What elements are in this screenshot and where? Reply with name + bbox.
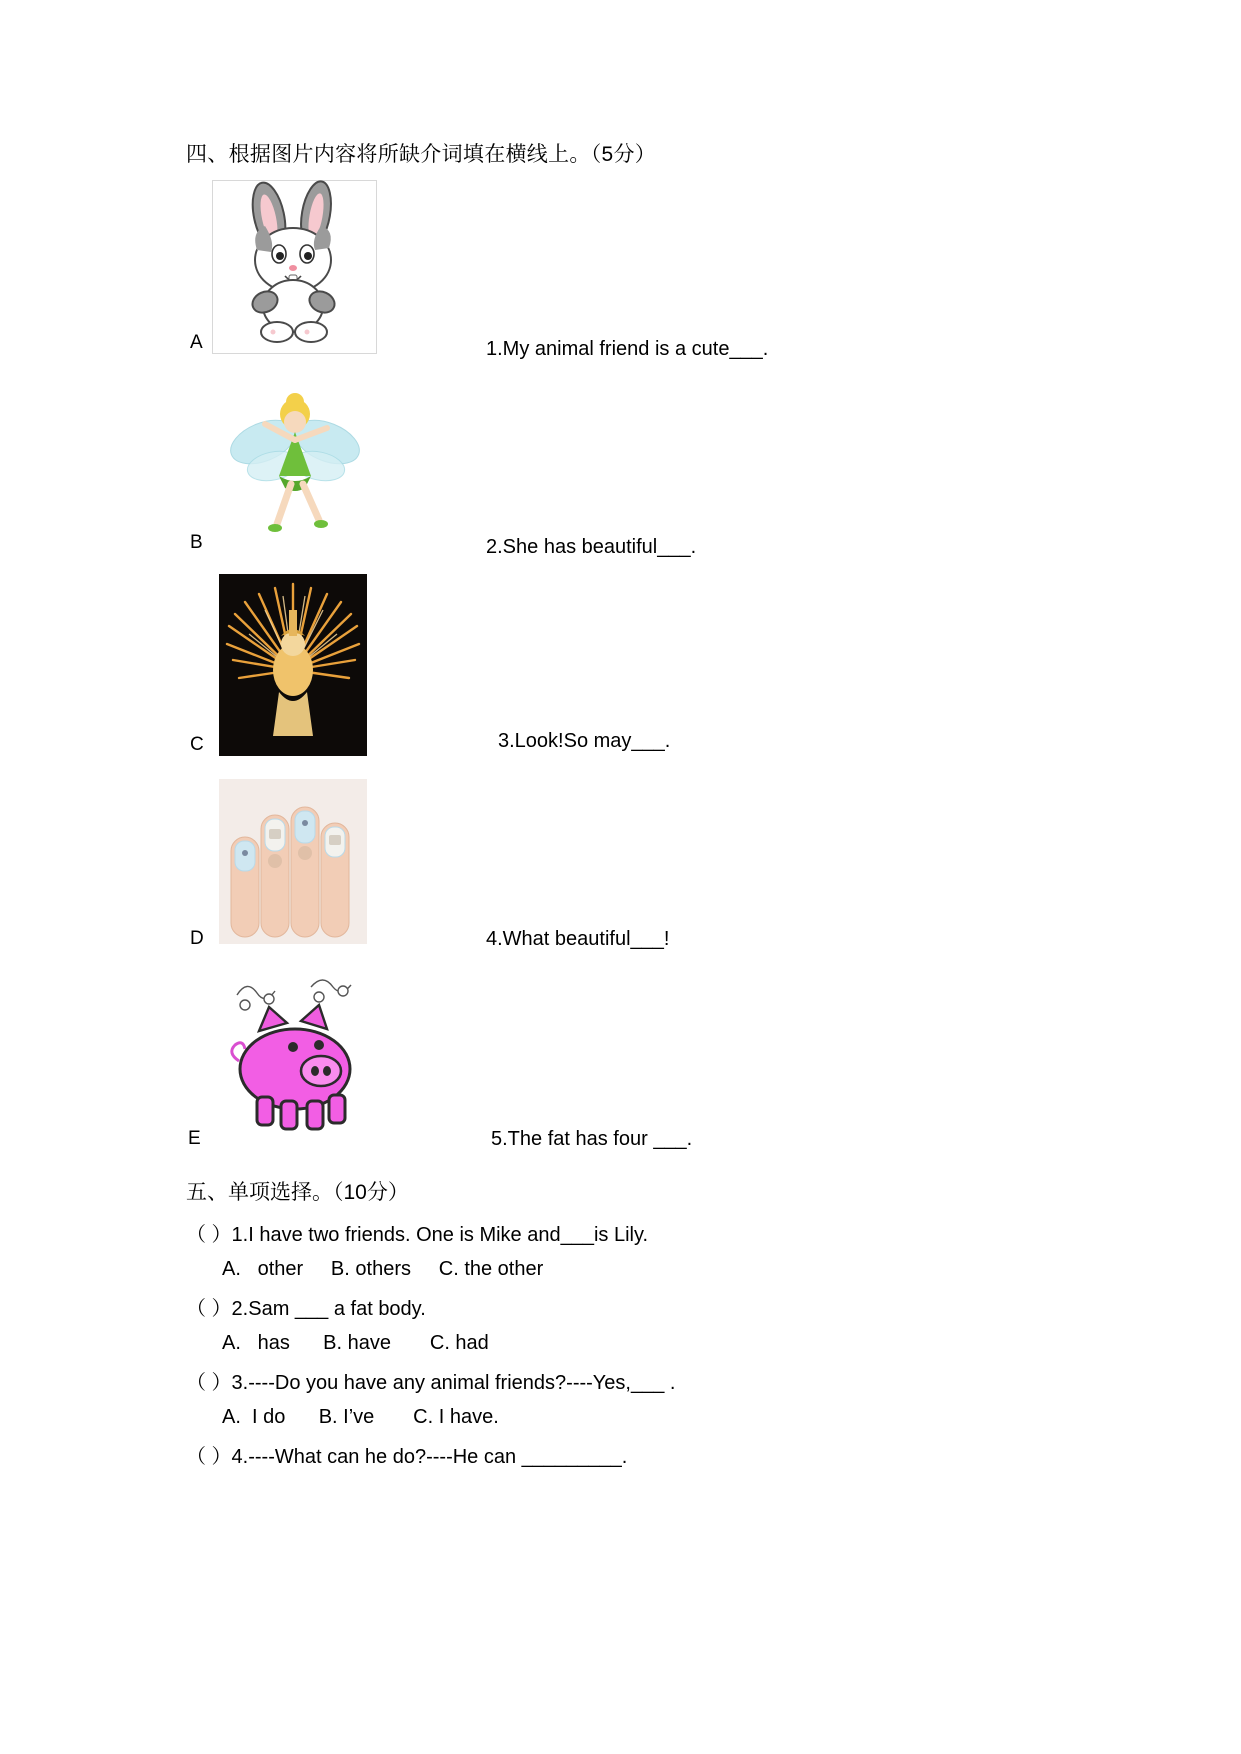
question-4	[186, 1440, 1086, 1474]
question-stem: （ ）4.----What can he do?----He can _________.	[186, 1446, 628, 1468]
item-sentence: 5.The fat has four ___.	[491, 1128, 693, 1150]
question-options: A. I do B. I’ve C. I have.	[222, 1406, 499, 1428]
pig-icon	[215, 965, 375, 1143]
item-letter: D	[190, 928, 204, 949]
list-item	[186, 964, 1086, 1160]
list-item	[186, 376, 1086, 572]
nail-art-icon	[219, 779, 367, 944]
item-letter: E	[188, 1128, 201, 1149]
question-stem: （ ）2.Sam ___ a fat body.	[186, 1298, 426, 1320]
page-content	[186, 140, 1086, 1480]
fairy-illustration	[212, 382, 377, 550]
list-item	[186, 572, 1086, 768]
rabbit-illustration	[212, 180, 377, 350]
section-five-heading: 五、单项选择。（10分）	[186, 1181, 409, 1204]
multiple-choice-list	[186, 1218, 1086, 1474]
item-sentence: 3.Look!So may___.	[498, 730, 671, 752]
dance-photo-icon	[219, 574, 367, 756]
question-stem: （ ）3.----Do you have any animal friends?----Yes,___ .	[186, 1372, 676, 1394]
item-letter: C	[190, 734, 204, 755]
question-options: A. other B. others C. the other	[222, 1258, 544, 1280]
item-letter: A	[190, 332, 203, 353]
section-four-heading: 四、根据图片内容将所缺介词填在横线上。（5分）	[186, 143, 657, 166]
question-3	[186, 1366, 1086, 1434]
item-letter: B	[190, 532, 203, 553]
item-sentence: 1.My animal friend is a cute___.	[486, 338, 769, 360]
item-sentence: 4.What beautiful___!	[486, 928, 670, 950]
fairy-icon	[215, 384, 375, 549]
nail-art-photo	[218, 776, 368, 946]
pink-pig-illustration	[212, 964, 377, 1144]
item-sentence: 2.She has beautiful___.	[486, 536, 697, 558]
question-stem: （ ）1.I have two friends. One is Mike and___is Lily.	[186, 1224, 649, 1246]
list-item	[186, 180, 1086, 376]
list-item	[186, 768, 1086, 964]
picture-matching-list	[186, 180, 1086, 1160]
rabbit-icon	[215, 180, 375, 350]
question-1	[186, 1218, 1086, 1286]
question-options: A. has B. have C. had	[222, 1332, 489, 1354]
question-2	[186, 1292, 1086, 1360]
thousand-hand-dance-photo	[218, 572, 368, 757]
